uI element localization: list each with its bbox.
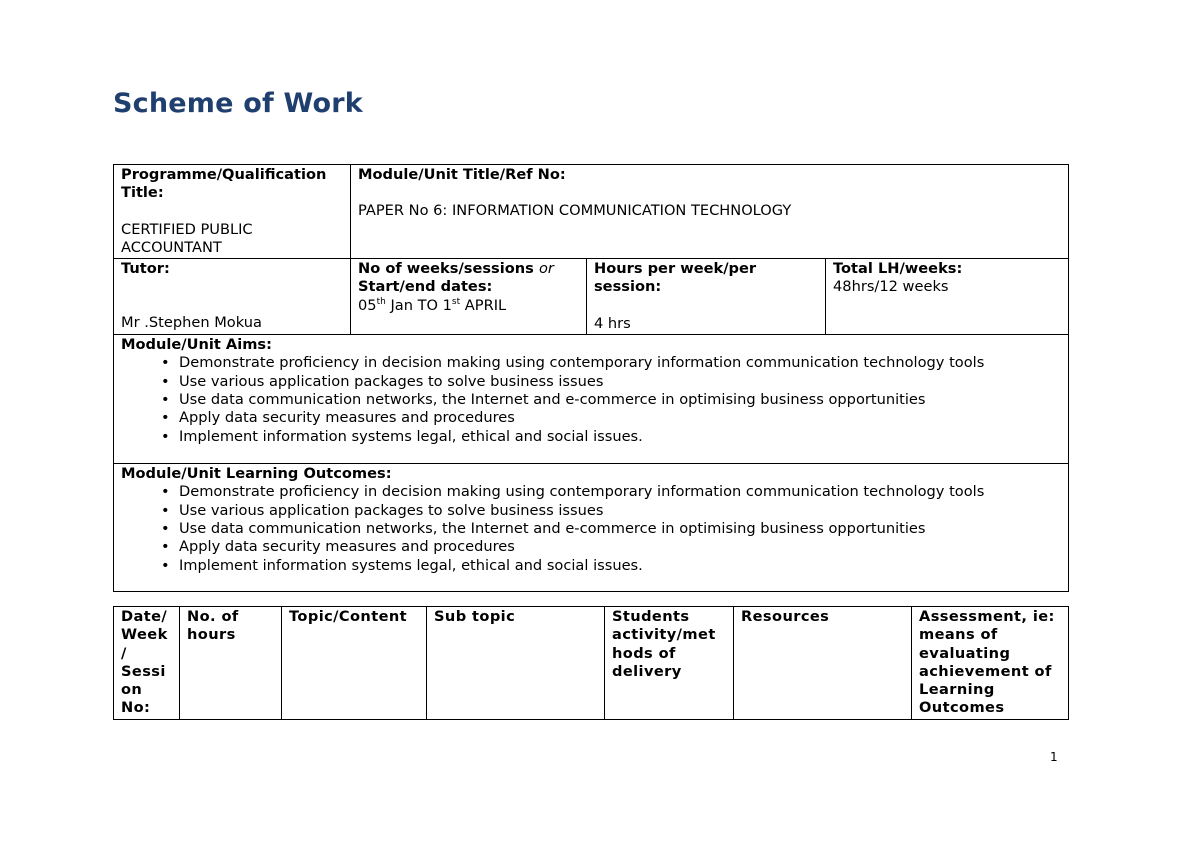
header-resources: Resources <box>734 607 912 720</box>
hours-label: Hours per week/per session: <box>594 260 757 296</box>
header-topic-content: Topic/Content <box>282 607 427 720</box>
page-number: 1 <box>1050 750 1058 764</box>
list-item: • Apply data security measures and procedures <box>161 538 1061 556</box>
module-value: PAPER No 6: INFORMATION COMMUNICATION TECHNOLOGY <box>358 202 792 220</box>
programme-label: Programme/Qualification Title: <box>121 166 327 202</box>
weeks-cell <box>351 259 587 335</box>
dates-value: 05th Jan TO 1st APRIL <box>358 296 507 314</box>
header-date-week-session: Date/ Week / Sessi on No: <box>114 607 180 720</box>
module-cell <box>351 165 1069 259</box>
header-sub-topic: Sub topic <box>427 607 605 720</box>
programme-row <box>114 165 1069 259</box>
header-no-of-hours: No. of hours <box>180 607 282 720</box>
dates-label: Start/end dates: <box>358 278 493 296</box>
list-item: • Apply data security measures and procedures <box>161 409 1061 427</box>
module-info-table <box>113 164 1069 592</box>
header-students-activity: Students activity/met hods of delivery <box>605 607 734 720</box>
list-item: • Demonstrate proficiency in decision making using contemporary information communication technology tools <box>161 483 1061 501</box>
hours-value: 4 hrs <box>594 314 631 332</box>
outcomes-list <box>121 483 1061 574</box>
weeks-label: No of weeks/sessions or <box>358 260 554 278</box>
programme-cell <box>114 165 351 259</box>
header-assessment: Assessment, ie: means of evaluating achievement of Learning Outcomes <box>912 607 1069 720</box>
total-cell <box>826 259 1069 335</box>
list-item: • Demonstrate proficiency in decision making using contemporary information communication technology tools <box>161 354 1061 372</box>
list-item: • Use data communication networks, the Internet and e-commerce in optimising business opportunities <box>161 520 1061 538</box>
outcomes-label: Module/Unit Learning Outcomes: <box>121 465 392 483</box>
list-item: • Implement information systems legal, ethical and social issues. <box>161 428 1061 446</box>
schedule-header-row <box>114 607 1069 720</box>
page-title: Scheme of Work <box>113 88 363 119</box>
tutor-row <box>114 259 1069 335</box>
aims-label: Module/Unit Aims: <box>121 336 272 354</box>
outcomes-row <box>114 464 1069 592</box>
total-value: 48hrs/12 weeks <box>833 278 949 296</box>
outcomes-cell <box>114 464 1069 592</box>
aims-list <box>121 354 1061 445</box>
schedule-table <box>113 606 1069 720</box>
aims-cell <box>114 335 1069 464</box>
list-item: • Use various application packages to solve business issues <box>161 373 1061 391</box>
tutor-value: Mr .Stephen Mokua <box>121 314 262 332</box>
programme-value: CERTIFIED PUBLIC ACCOUNTANT <box>121 220 253 256</box>
list-item: • Use various application packages to solve business issues <box>161 502 1061 520</box>
total-label: Total LH/weeks: <box>833 260 963 278</box>
hours-cell <box>587 259 826 335</box>
list-item: • Implement information systems legal, ethical and social issues. <box>161 557 1061 575</box>
module-label: Module/Unit Title/Ref No: <box>358 166 566 183</box>
list-item: • Use data communication networks, the Internet and e-commerce in optimising business opportunities <box>161 391 1061 409</box>
tutor-label: Tutor: <box>121 260 170 278</box>
aims-row <box>114 335 1069 464</box>
tutor-cell <box>114 259 351 335</box>
